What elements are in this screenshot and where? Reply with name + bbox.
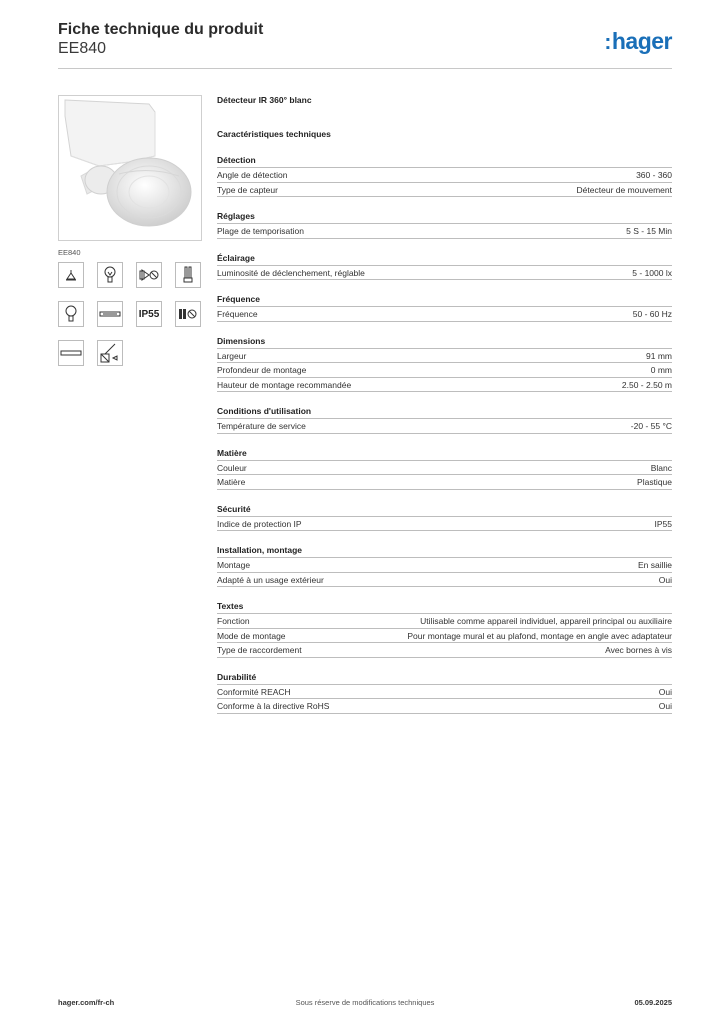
page-title: Fiche technique du produit <box>58 21 264 38</box>
spec-row <box>217 643 672 658</box>
spec-value: Oui <box>658 686 672 697</box>
spec-section <box>217 336 672 393</box>
product-media-column <box>58 95 203 320</box>
spec-row <box>217 699 672 714</box>
spec-row <box>217 307 672 322</box>
spec-label: Montage <box>217 560 251 570</box>
spec-label: Mode de montage <box>217 630 286 641</box>
wall-mount-angle-icon <box>97 340 123 366</box>
spec-label: Hauteur de montage recommandée <box>217 379 352 390</box>
spec-value: IP55 <box>654 518 672 529</box>
spec-label: Conformité REACH <box>217 686 291 697</box>
spec-section-title: Installation, montage <box>217 545 672 558</box>
spec-label: Indice de protection IP <box>217 518 302 529</box>
spec-row <box>217 614 672 629</box>
product-reference: EE840 <box>58 40 107 57</box>
spec-row <box>217 168 672 183</box>
spec-label: Conforme à la directive RoHS <box>217 701 330 711</box>
spec-label: Fonction <box>217 616 250 626</box>
spec-section-title: Réglages <box>217 211 672 224</box>
header-divider <box>58 68 672 69</box>
characteristics-heading: Caractéristiques techniques <box>217 129 331 139</box>
spec-value: 50 - 60 Hz <box>632 309 672 319</box>
driver-icon <box>175 301 201 327</box>
spec-value: Plastique <box>637 477 672 487</box>
spec-section <box>217 545 672 587</box>
ceiling-light-icon <box>58 262 84 288</box>
spec-label: Type de capteur <box>217 184 278 195</box>
spec-section <box>217 211 672 239</box>
spec-section <box>217 155 672 197</box>
spec-sections <box>217 155 672 714</box>
spec-section <box>217 601 672 658</box>
fluorescent-lamp-icon <box>58 340 84 366</box>
spec-label: Fréquence <box>217 309 258 319</box>
spec-label: Adapté à un usage extérieur <box>217 574 324 585</box>
page-header <box>58 20 672 70</box>
spec-section <box>217 448 672 490</box>
spec-row <box>217 266 672 281</box>
spec-value: Utilisable comme appareil individuel, appareil principal ou auxiliaire <box>420 616 672 626</box>
spec-section <box>217 672 672 714</box>
spec-value: Pour montage mural et au plafond, montage en angle avec adaptateur <box>407 630 672 641</box>
spec-label: Type de raccordement <box>217 645 302 655</box>
spec-label: Profondeur de montage <box>217 365 307 375</box>
spec-section-title: Fréquence <box>217 294 672 307</box>
spec-value: Oui <box>658 574 672 585</box>
spec-section <box>217 253 672 281</box>
spec-label: Largeur <box>217 350 247 361</box>
spec-row <box>217 461 672 476</box>
incandescent-bulb-icon <box>58 301 84 327</box>
spec-section-title: Durabilité <box>217 672 672 685</box>
spec-value: -20 - 55 °C <box>630 421 672 431</box>
spec-row <box>217 349 672 364</box>
footer-disclaimer: Sous réserve de modifications techniques <box>295 998 435 1007</box>
spec-section-title: Détection <box>217 155 672 168</box>
spec-row <box>217 517 672 532</box>
spec-row <box>217 685 672 700</box>
spec-value: 5 - 1000 lx <box>632 267 672 278</box>
spec-value: Oui <box>658 701 672 711</box>
spec-row <box>217 629 672 644</box>
spec-label: Angle de détection <box>217 170 288 180</box>
spec-row <box>217 363 672 378</box>
led-strip-icon <box>97 301 123 327</box>
spec-section-title: Textes <box>217 601 672 614</box>
footer-website-link[interactable]: hager.com/fr-ch <box>58 998 115 1007</box>
fluorescent-tube-icon <box>175 262 201 288</box>
spec-value: Détecteur de mouvement <box>576 184 672 195</box>
halogen-lamp-icon <box>97 262 123 288</box>
spec-section <box>217 406 672 434</box>
spec-section-title: Matière <box>217 448 672 461</box>
spec-section-title: Sécurité <box>217 504 672 517</box>
spec-value: Blanc <box>650 462 672 473</box>
ip55-label: IP55 <box>138 308 160 320</box>
spec-row <box>217 475 672 490</box>
spec-label: Luminosité de déclenchement, réglable <box>217 267 365 278</box>
spec-label: Couleur <box>217 462 247 473</box>
spec-section-title: Conditions d'utilisation <box>217 406 672 419</box>
spec-row <box>217 558 672 573</box>
spec-label: Température de service <box>217 421 306 431</box>
spec-value: 360 - 360 <box>636 170 672 180</box>
spec-value: 2.50 - 2.50 m <box>621 379 672 390</box>
transformer-lamp-icon <box>136 262 162 288</box>
spec-label: Plage de temporisation <box>217 226 304 236</box>
spec-section-title: Dimensions <box>217 336 672 349</box>
spec-row <box>217 224 672 239</box>
spec-section <box>217 504 672 532</box>
footer-date: 05.09.2025 <box>634 998 672 1007</box>
hager-logo <box>604 28 672 55</box>
spec-row <box>217 183 672 198</box>
product-name: Détecteur IR 360° blanc <box>217 95 312 105</box>
spec-value: 0 mm <box>650 365 672 375</box>
spec-value: En saillie <box>637 560 672 570</box>
spec-row <box>217 419 672 434</box>
spec-value: 5 S - 15 Min <box>626 226 672 236</box>
specifications-column <box>217 95 672 714</box>
logo-text: hager <box>611 28 672 54</box>
photo-caption: EE840 <box>58 248 81 257</box>
spec-section <box>217 294 672 322</box>
logo-dots: : <box>604 31 611 54</box>
ip55-badge-icon <box>136 301 162 327</box>
spec-section-title: Éclairage <box>217 253 672 266</box>
product-photo <box>58 95 202 241</box>
spec-label: Matière <box>217 477 246 487</box>
spec-row <box>217 378 672 393</box>
spec-value: Avec bornes à vis <box>605 645 672 655</box>
spec-row <box>217 573 672 588</box>
spec-value: 91 mm <box>646 350 672 361</box>
